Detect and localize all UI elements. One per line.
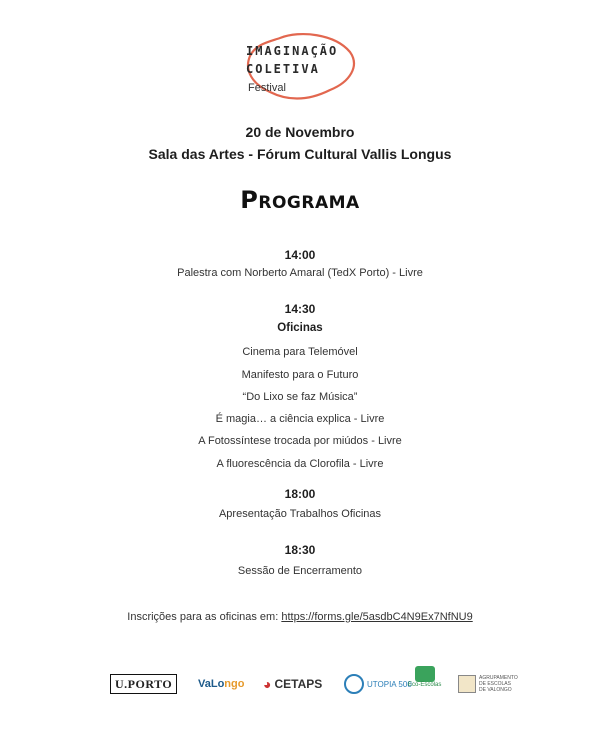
item-palestra: Palestra com Norberto Amaral (TedX Porto) - Livre xyxy=(177,267,423,279)
cetaps-logo xyxy=(263,666,322,702)
valongo-logo-text-b: ngo xyxy=(224,678,245,690)
oficina-item: Manifesto para o Futuro xyxy=(241,369,359,381)
sponsor-logos xyxy=(0,666,600,706)
agrupamento-badge-icon xyxy=(458,675,476,693)
festival-logo xyxy=(240,30,360,102)
item-apresentacao: Apresentação Trabalhos Oficinas xyxy=(218,508,382,520)
eco-flag-icon xyxy=(415,666,435,682)
valongo-logo xyxy=(198,666,244,702)
oficinas-heading: Oficinas xyxy=(277,322,323,334)
page-title: Programa xyxy=(240,186,360,214)
logo-line-2: COLETIVA xyxy=(246,62,320,76)
cetaps-logo-text: CETAPS xyxy=(274,677,323,691)
agrupamento-logo xyxy=(458,666,519,702)
logo-line-3: Festival xyxy=(248,82,286,94)
signup-link[interactable]: https://forms.gle/5asdbC4N9Ex7NfNU9 xyxy=(281,611,473,623)
signup-line xyxy=(0,611,600,623)
valongo-logo-text-a: VaLo xyxy=(198,678,225,690)
oficina-item: A Fotossíntese trocada por miúdos - Livre xyxy=(198,435,402,447)
time-1830: 18:30 xyxy=(284,543,316,557)
event-venue: Sala das Artes - Fórum Cultural Vallis Longus xyxy=(148,146,452,162)
utopia-logo-text: UTOPIA 500 xyxy=(367,679,412,689)
agrupamento-logo-text: AGRUPAMENTO DE ESCOLAS DE VALONGO xyxy=(479,675,518,693)
oficina-item: “Do Lixo se faz Música” xyxy=(242,391,358,403)
time-1800: 18:00 xyxy=(284,487,316,501)
logo-line-1: IMAGINAÇÃO xyxy=(246,44,339,58)
time-1430: 14:30 xyxy=(284,302,316,316)
signup-label: Inscrições para as oficinas em: xyxy=(127,611,282,623)
oficina-item: Cinema para Telemóvel xyxy=(242,346,358,358)
oficina-item: A fluorescência da Clorofila - Livre xyxy=(216,458,384,470)
utopia-ring-icon xyxy=(344,674,364,694)
event-date: 20 de Novembro xyxy=(245,124,355,140)
cetaps-mark-icon: ◕ xyxy=(263,676,272,692)
oficina-item: É magia… a ciência explica - Livre xyxy=(215,413,385,425)
eco-escolas-logo xyxy=(408,666,441,702)
utopia-logo xyxy=(344,666,412,702)
item-encerramento: Sessão de Encerramento xyxy=(237,565,363,577)
uporto-logo: U.PORTO xyxy=(110,674,177,694)
eco-logo-text: Eco-Escolas xyxy=(408,682,442,688)
time-1400: 14:00 xyxy=(284,248,316,262)
